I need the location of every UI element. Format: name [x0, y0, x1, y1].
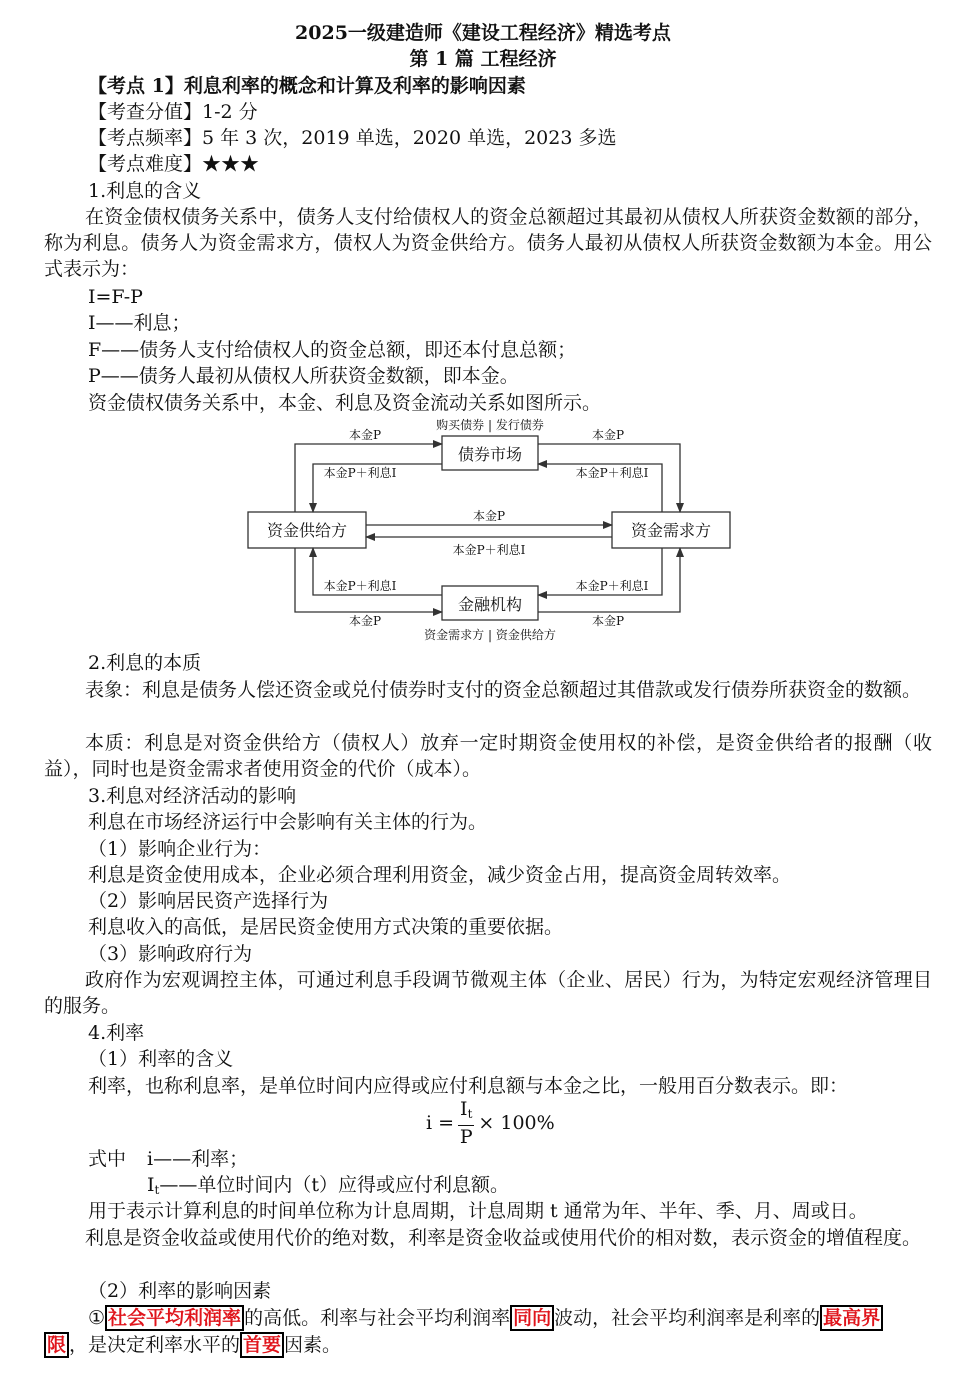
formula-rhs: × 100%: [478, 1112, 555, 1134]
section3-para2: 利息收入的高低，是居民资金使用方式决策的重要依据。: [88, 916, 564, 938]
label-bottom-left-principal: 本金P: [348, 614, 382, 628]
section3-item2: （2）影响居民资产选择行为: [88, 890, 329, 912]
label-mid-principal: 本金P: [472, 509, 506, 523]
doc-subtitle: 第 1 篇 工程经济: [409, 48, 557, 70]
section4-heading: 4.利率: [88, 1022, 145, 1044]
label-bottom-left-principal-interest: 本金P＋利息I: [323, 579, 397, 593]
label-supplier: 资金供给方: [266, 521, 348, 540]
section4-item1: （1）利率的含义: [88, 1048, 234, 1070]
label-bond-market: 债券市场: [457, 445, 523, 464]
def-p: P——债务人最初从债权人所获资金数额，即本金。: [88, 365, 519, 387]
difficulty-stars: ★★★: [202, 153, 260, 175]
highlight-primary: 首要: [240, 1332, 284, 1358]
def-i: I——利息；: [88, 312, 191, 334]
capital-flow-diagram: [240, 414, 740, 648]
label-top-right-principal-interest: 本金P＋利息I: [575, 466, 649, 480]
section1-heading: 1.利息的含义: [88, 180, 202, 202]
section1-paragraph: 在资金债权债务关系中，债务人支付给债权人的资金总额超过其最初从债权人所获资金数额的部分，称为利息。债务人为资金需求方，债权人为资金供给方。债务人最初从债权人所获资金数额为本金。用公式表示为：: [44, 206, 932, 280]
formula-numerator: I: [460, 1098, 468, 1120]
interest-rate-formula: [426, 1098, 555, 1148]
highlight-upper-limit-cont: 限: [44, 1332, 69, 1358]
where-i: i——利率；: [147, 1148, 249, 1170]
highlight-upper-limit: 最高界: [820, 1305, 883, 1331]
formula-fraction: $\frac{I_t}{P}$: [459, 1098, 473, 1148]
label-financial-institution: 金融机构: [457, 595, 523, 614]
section3-para3: 政府作为宏观调控主体，可通过利息手段调节微观主体（企业、居民）行为，为特定宏观经济管理目的服务。: [44, 969, 932, 1017]
label-mid-principal-interest: 本金P＋利息I: [452, 543, 526, 557]
label-bottom-right-principal-interest: 本金P＋利息I: [575, 579, 649, 593]
label-bottom-right-principal: 本金P: [591, 614, 625, 628]
factor1-line2: 限 ，是决定利率水平的 首要 因素。: [44, 1332, 341, 1358]
def-f: F——债务人支付给债权人的资金总额，即还本付息总额；: [88, 339, 577, 361]
highlight-same-direction: 同向: [510, 1305, 554, 1331]
section3-item3: （3）影响政府行为: [88, 943, 253, 965]
kaodian-difficulty: [88, 151, 259, 177]
figure-intro: 资金债权债务关系中，本金、利息及资金流动关系如图所示。: [88, 392, 602, 414]
label-buy-issue-bonds: 购买债券 | 发行债券: [436, 418, 544, 432]
label-demander: 资金需求方: [630, 521, 712, 540]
difficulty-label: 【考点难度】: [88, 153, 203, 175]
section2-heading: 2.利息的本质: [88, 652, 202, 674]
formula-ifp: I=F-P: [88, 286, 143, 308]
where-it: $I_t——$单位时间内（t）应得或应付利息额。: [147, 1174, 509, 1197]
label-top-right-principal: 本金P: [591, 428, 625, 442]
label-top-left-principal: 本金P: [348, 428, 382, 442]
label-demand-supply: 资金需求方 | 资金供给方: [424, 628, 556, 642]
section4-para2: 用于表示计算利息的时间单位称为计息周期，计息周期 t 通常为年、半年、季、月、周或日。: [88, 1200, 868, 1222]
section4-item2: （2）利率的影响因素: [88, 1280, 272, 1302]
where-label: 式中: [88, 1148, 127, 1170]
section2-appearance: 表象：利息是债务人偿还资金或兑付债券时支付的资金总额超过其借款或发行债券所获资金的数额。: [85, 679, 922, 701]
factor1-line1: ① 社会平均利润率 的高低。利率与社会平均利润率 同向 波动，社会平均利润率是利率的 最高界: [88, 1305, 883, 1331]
kaodian-score: 【考查分值】1-2 分: [88, 101, 258, 123]
section3-intro: 利息在市场经济运行中会影响有关主体的行为。: [88, 811, 488, 833]
kaodian-frequency: 【考点频率】5 年 3 次，2019 单选，2020 单选，2023 多选: [88, 127, 617, 149]
formula-lhs: i =: [426, 1112, 455, 1134]
formula-denominator: P: [459, 1126, 473, 1148]
kaodian-heading: 【考点 1】利息利率的概念和计算及利率的影响因素: [88, 75, 526, 97]
section4-para1: 利率，也称利息率，是单位时间内应得或应付利息额与本金之比，一般用百分数表示。即：: [88, 1075, 849, 1097]
section4-para3: 利息是资金收益或使用代价的绝对数，利率是资金收益或使用代价的相对数，表示资金的增值程度。: [85, 1227, 922, 1249]
section3-item1: （1）影响企业行为：: [88, 838, 272, 860]
label-top-left-principal-interest: 本金P＋利息I: [323, 466, 397, 480]
section3-heading: 3.利息对经济活动的影响: [88, 785, 297, 807]
section3-para1: 利息是资金使用成本，企业必须合理利用资金，减少资金占用，提高资金周转效率。: [88, 864, 792, 886]
highlight-social-avg-profit: 社会平均利润率: [105, 1305, 244, 1331]
section2-essence: 本质：利息是对资金供给方（债权人）放弃一定时期资金使用权的补偿，是资金供给者的报酬（收益），同时也是资金需求者使用资金的代价（成本）。: [44, 732, 932, 780]
doc-title: 2025一级建造师《建设工程经济》精选考点: [295, 22, 671, 44]
